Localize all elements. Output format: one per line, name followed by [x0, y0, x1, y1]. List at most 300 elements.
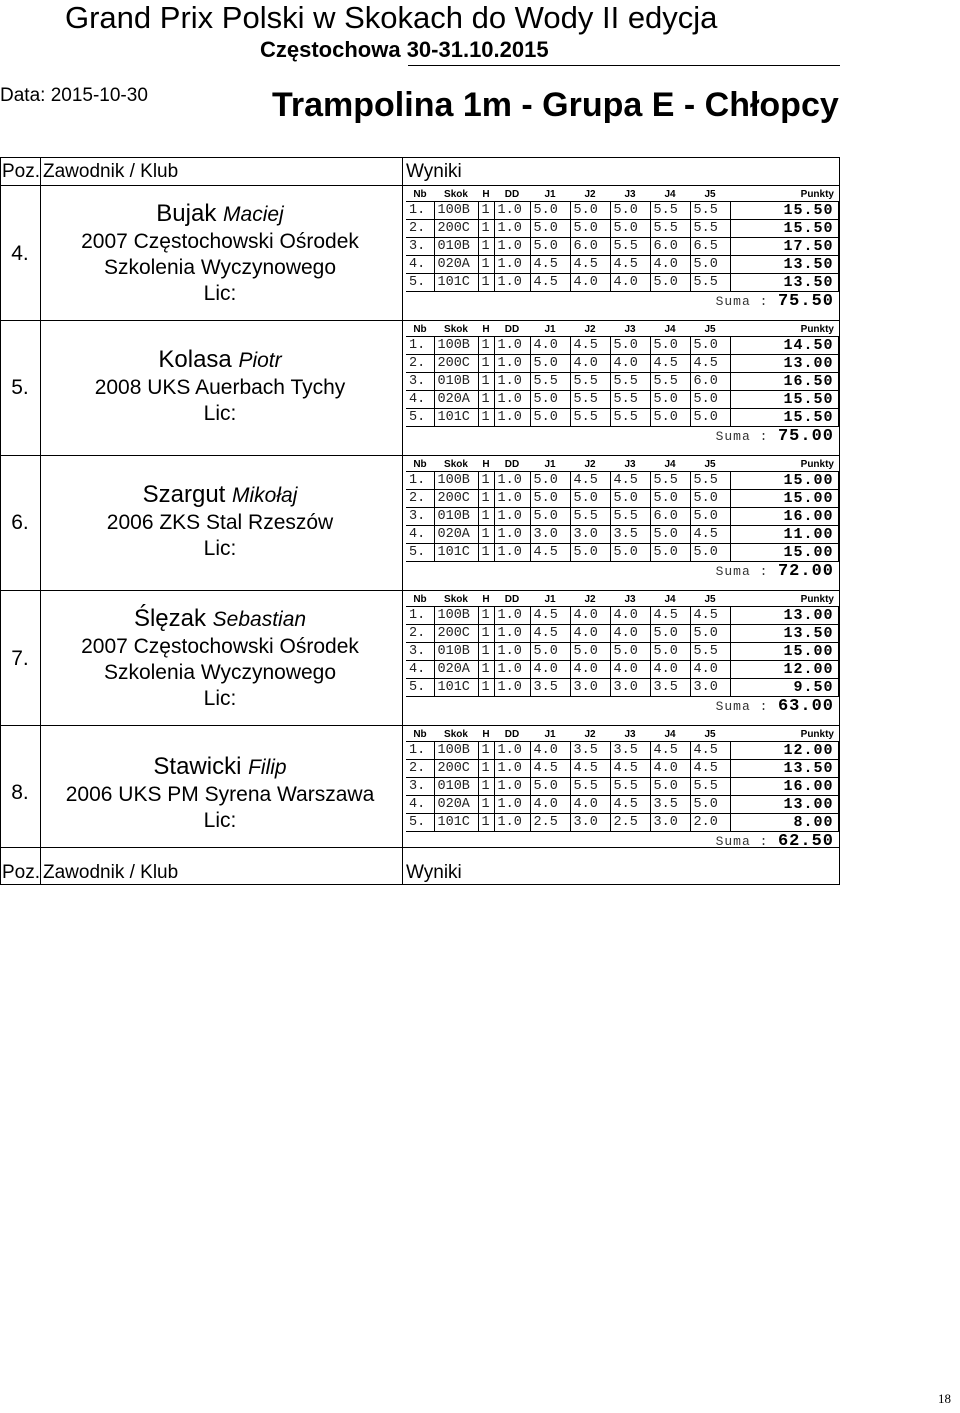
dive-cell: 2.: [406, 220, 434, 238]
dive-cell: 1: [478, 679, 494, 697]
dive-cell: 1: [478, 778, 494, 796]
dive-cell: 4.5: [690, 742, 730, 760]
dive-cell: 4.0: [570, 355, 610, 373]
athlete-club: 2006 UKS PM Syrena Warszawa: [65, 783, 375, 806]
total-score: 75.00: [777, 427, 834, 446]
athlete-club: Szkolenia Wyczynowego: [103, 661, 337, 684]
dive-results: [406, 322, 838, 446]
dive-cell: 5.0: [530, 202, 570, 220]
dive-cell: 1.0: [494, 643, 530, 661]
dive-row: [406, 409, 838, 427]
dive-cell: 2.5: [530, 814, 570, 832]
dive-table: [406, 727, 839, 832]
dive-cell: 5.0: [650, 391, 690, 409]
dive-cell: 4.0: [570, 607, 610, 625]
dive-row: [406, 526, 838, 544]
total-label: Suma :: [715, 699, 769, 714]
dive-cell: 4.5: [530, 607, 570, 625]
total-score: 62.50: [777, 832, 834, 851]
dive-cell: 4.0: [610, 661, 650, 679]
dive-row: [406, 679, 838, 697]
dive-points: 15.00: [730, 544, 838, 562]
athlete-first-name: Piotr: [238, 349, 282, 372]
footer-athlete: Zawodnik / Klub: [43, 862, 179, 883]
dive-points: 16.00: [730, 778, 838, 796]
dive-column-header: DD: [494, 727, 530, 742]
dive-column-header: J4: [650, 322, 690, 337]
dive-column-header: DD: [494, 187, 530, 202]
dive-cell: 5.5: [650, 202, 690, 220]
dive-row: [406, 643, 838, 661]
header-athlete: Zawodnik / Klub: [43, 161, 179, 182]
dive-cell: 1.0: [494, 337, 530, 355]
dive-cell: 3.: [406, 373, 434, 391]
dive-cell: 4.0: [690, 661, 730, 679]
dive-results: [406, 592, 838, 716]
dive-cell: 1: [478, 508, 494, 526]
license-label: Lic:: [203, 402, 237, 425]
dive-cell: 4.5: [650, 607, 690, 625]
dive-cell: 1: [478, 220, 494, 238]
dive-column-header: Punkty: [730, 457, 838, 472]
dive-cell: 4.5: [530, 544, 570, 562]
dive-cell: 5.0: [530, 778, 570, 796]
dive-column-header: J5: [690, 322, 730, 337]
dive-points: 15.00: [730, 490, 838, 508]
dive-column-header: J2: [570, 187, 610, 202]
dive-column-header: Skok: [434, 187, 478, 202]
dive-cell: 1.0: [494, 796, 530, 814]
dive-cell: 020A: [434, 256, 478, 274]
dive-cell: 200C: [434, 490, 478, 508]
dive-cell: 5.0: [690, 256, 730, 274]
dive-cell: 1: [478, 544, 494, 562]
dive-cell: 3.: [406, 643, 434, 661]
license-label: Lic:: [203, 687, 237, 710]
dive-points: 13.50: [730, 256, 838, 274]
dive-cell: 5.0: [570, 643, 610, 661]
dive-cell: 101C: [434, 274, 478, 292]
dive-cell: 4.0: [610, 274, 650, 292]
athlete-club: 2006 ZKS Stal Rzeszów: [106, 511, 334, 534]
dive-cell: 1.: [406, 607, 434, 625]
dive-cell: 200C: [434, 220, 478, 238]
dive-cell: 4.: [406, 391, 434, 409]
dive-cell: 100B: [434, 472, 478, 490]
dive-cell: 4.5: [610, 760, 650, 778]
dive-cell: 1.0: [494, 661, 530, 679]
dive-cell: 5.0: [530, 490, 570, 508]
dive-column-header: Nb: [406, 457, 434, 472]
dive-cell: 3.0: [570, 526, 610, 544]
dive-points: 16.50: [730, 373, 838, 391]
dive-cell: 1.0: [494, 220, 530, 238]
dive-cell: 5.0: [690, 337, 730, 355]
dive-cell: 4.0: [610, 625, 650, 643]
dive-column-header: J4: [650, 727, 690, 742]
total-score: 72.00: [777, 562, 834, 581]
dive-cell: 3.0: [570, 679, 610, 697]
dive-column-header: DD: [494, 457, 530, 472]
dive-row: [406, 202, 838, 220]
dive-row: [406, 796, 838, 814]
dive-cell: 5.5: [570, 373, 610, 391]
dive-cell: 4.5: [610, 256, 650, 274]
athlete-last-name: Stawicki: [153, 753, 242, 780]
athlete-first-name: Filip: [248, 756, 287, 779]
dive-cell: 5.0: [530, 220, 570, 238]
dive-cell: 1: [478, 814, 494, 832]
dive-cell: 5.5: [610, 391, 650, 409]
dive-cell: 5.0: [650, 643, 690, 661]
dive-table: [406, 187, 839, 292]
dive-cell: 4.0: [650, 760, 690, 778]
dive-row: [406, 625, 838, 643]
total-row: [406, 427, 838, 446]
dive-points: 8.00: [730, 814, 838, 832]
dive-cell: 1: [478, 742, 494, 760]
dive-cell: 010B: [434, 238, 478, 256]
dive-points: 9.50: [730, 679, 838, 697]
dive-cell: 5.5: [650, 220, 690, 238]
dive-cell: 100B: [434, 202, 478, 220]
dive-results: [406, 457, 838, 581]
dive-cell: 4.0: [610, 355, 650, 373]
dive-cell: 5.: [406, 814, 434, 832]
dive-cell: 1.: [406, 472, 434, 490]
dive-cell: 3.0: [530, 526, 570, 544]
athlete-card: [40, 753, 400, 834]
dive-points: 17.50: [730, 238, 838, 256]
header-rule: [408, 65, 840, 66]
dive-cell: 1: [478, 472, 494, 490]
dive-points: 13.50: [730, 274, 838, 292]
dive-points: 13.50: [730, 760, 838, 778]
dive-cell: 100B: [434, 742, 478, 760]
dive-cell: 200C: [434, 760, 478, 778]
dive-column-header: J1: [530, 727, 570, 742]
dive-cell: 5.5: [570, 778, 610, 796]
dive-cell: 5.5: [690, 220, 730, 238]
dive-points: 13.00: [730, 796, 838, 814]
dive-cell: 020A: [434, 661, 478, 679]
dive-cell: 5.5: [610, 778, 650, 796]
dive-cell: 1.: [406, 202, 434, 220]
dive-column-header: J3: [610, 322, 650, 337]
dive-cell: 6.0: [570, 238, 610, 256]
dive-column-header: J1: [530, 457, 570, 472]
dive-cell: 4.0: [570, 625, 610, 643]
dive-cell: 2.: [406, 625, 434, 643]
dive-cell: 1: [478, 643, 494, 661]
dive-cell: 5.5: [690, 778, 730, 796]
dive-points: 11.00: [730, 526, 838, 544]
dive-points: 15.50: [730, 409, 838, 427]
total-row: [406, 562, 838, 581]
dive-table: [406, 457, 839, 562]
athlete-card: [40, 481, 400, 562]
dive-column-header: J5: [690, 457, 730, 472]
dive-cell: 4.5: [650, 355, 690, 373]
dive-cell: 5.5: [570, 391, 610, 409]
dive-row: [406, 508, 838, 526]
dive-cell: 3.0: [690, 679, 730, 697]
athlete-position: 5.: [11, 376, 29, 399]
dive-cell: 2.: [406, 355, 434, 373]
dive-cell: 5.0: [650, 625, 690, 643]
dive-column-header: J4: [650, 457, 690, 472]
dive-cell: 6.0: [650, 508, 690, 526]
athlete-last-name: Ślęzak: [133, 605, 206, 632]
dive-points: 12.00: [730, 742, 838, 760]
dive-column-header: Punkty: [730, 187, 838, 202]
dive-column-header: H: [478, 727, 494, 742]
license-label: Lic:: [203, 809, 237, 832]
dive-column-header: DD: [494, 322, 530, 337]
athlete-card: [40, 605, 400, 712]
dive-cell: 100B: [434, 607, 478, 625]
dive-cell: 5.0: [690, 544, 730, 562]
dive-points: 13.00: [730, 355, 838, 373]
athlete-name: [40, 481, 400, 510]
dive-cell: 1: [478, 373, 494, 391]
dive-points: 14.50: [730, 337, 838, 355]
dive-column-header: H: [478, 322, 494, 337]
dive-column-header: J3: [610, 727, 650, 742]
total-label: Suma :: [715, 564, 769, 579]
dive-cell: 1.0: [494, 814, 530, 832]
athlete-club: 2008 UKS Auerbach Tychy: [94, 376, 346, 399]
dive-cell: 1.0: [494, 202, 530, 220]
dive-cell: 4.0: [530, 337, 570, 355]
date-line: Data: 2015-10-30: [0, 85, 148, 106]
dive-cell: 1: [478, 760, 494, 778]
dive-cell: 5.5: [570, 508, 610, 526]
dive-cell: 4.5: [690, 607, 730, 625]
dive-cell: 6.0: [650, 238, 690, 256]
dive-cell: 5.0: [650, 490, 690, 508]
dive-cell: 4.5: [690, 355, 730, 373]
dive-row: [406, 814, 838, 832]
dive-column-header: Skok: [434, 322, 478, 337]
dive-cell: 5.0: [610, 643, 650, 661]
grid-line: [0, 725, 839, 726]
dive-column-header: Nb: [406, 187, 434, 202]
dive-cell: 6.0: [690, 373, 730, 391]
dive-row: [406, 607, 838, 625]
dive-cell: 3.: [406, 778, 434, 796]
dive-cell: 5.0: [690, 508, 730, 526]
dive-row: [406, 544, 838, 562]
dive-table: [406, 322, 839, 427]
dive-cell: 5.: [406, 409, 434, 427]
dive-column-header: J2: [570, 592, 610, 607]
dive-cell: 5.0: [650, 409, 690, 427]
athlete-card: [40, 200, 400, 307]
dive-column-header: J3: [610, 592, 650, 607]
dive-cell: 4.0: [530, 796, 570, 814]
total-score: 75.50: [777, 292, 834, 311]
dive-cell: 1: [478, 391, 494, 409]
total-row: [406, 697, 838, 716]
dive-cell: 1.: [406, 337, 434, 355]
dive-cell: 2.: [406, 490, 434, 508]
dive-column-header: J2: [570, 457, 610, 472]
athlete-position: 6.: [11, 511, 29, 534]
dive-cell: 1.0: [494, 625, 530, 643]
dive-results: [406, 187, 838, 311]
dive-column-header: Skok: [434, 727, 478, 742]
dive-column-header: Nb: [406, 322, 434, 337]
dive-column-header: Punkty: [730, 592, 838, 607]
dive-column-header: Nb: [406, 727, 434, 742]
event-title: Trampolina 1m - Grupa E - Chłopcy: [272, 86, 839, 124]
dive-cell: 4.0: [610, 607, 650, 625]
dive-cell: 1.0: [494, 472, 530, 490]
dive-cell: 4.0: [530, 661, 570, 679]
dive-cell: 2.0: [690, 814, 730, 832]
dive-column-header: J1: [530, 187, 570, 202]
athlete-last-name: Kolasa: [158, 346, 232, 373]
dive-column-header: J1: [530, 592, 570, 607]
dive-column-header: J3: [610, 457, 650, 472]
athlete-position: 7.: [11, 647, 29, 670]
dive-column-header: DD: [494, 592, 530, 607]
dive-cell: 1.0: [494, 256, 530, 274]
dive-cell: 1: [478, 607, 494, 625]
dive-cell: 1.0: [494, 409, 530, 427]
dive-row: [406, 373, 838, 391]
dive-cell: 020A: [434, 526, 478, 544]
dive-cell: 1: [478, 355, 494, 373]
dive-cell: 4.5: [530, 274, 570, 292]
dive-cell: 4.5: [610, 472, 650, 490]
footer-results: Wyniki: [406, 862, 462, 883]
dive-row: [406, 391, 838, 409]
dive-cell: 3.5: [570, 742, 610, 760]
dive-points: 15.50: [730, 220, 838, 238]
athlete-name: [40, 605, 400, 634]
dive-cell: 5.0: [570, 220, 610, 238]
dive-cell: 5.0: [690, 409, 730, 427]
dive-cell: 5.5: [610, 508, 650, 526]
dive-row: [406, 778, 838, 796]
dive-cell: 5.5: [530, 373, 570, 391]
dive-cell: 1: [478, 202, 494, 220]
athlete-first-name: Mikołaj: [232, 484, 298, 507]
license-label: Lic:: [203, 537, 237, 560]
dive-cell: 3.0: [610, 679, 650, 697]
dive-cell: 010B: [434, 508, 478, 526]
grid-line: [0, 455, 839, 456]
grid-line: [0, 590, 839, 591]
dive-cell: 4.5: [570, 760, 610, 778]
dive-row: [406, 256, 838, 274]
dive-cell: 1: [478, 526, 494, 544]
athlete-name: [40, 753, 400, 782]
dive-cell: 1.0: [494, 679, 530, 697]
dive-cell: 010B: [434, 643, 478, 661]
dive-cell: 5.0: [690, 625, 730, 643]
dive-cell: 5.5: [570, 409, 610, 427]
dive-row: [406, 472, 838, 490]
athlete-position: 8.: [11, 781, 29, 804]
dive-column-header: J4: [650, 592, 690, 607]
athlete-club: 2007 Częstochowski Ośrodek: [81, 635, 359, 658]
dive-cell: 4.5: [690, 760, 730, 778]
dive-cell: 3.5: [610, 526, 650, 544]
dive-cell: 1: [478, 625, 494, 643]
dive-cell: 101C: [434, 544, 478, 562]
dive-cell: 5.0: [690, 796, 730, 814]
athlete-club: Szkolenia Wyczynowego: [103, 256, 337, 279]
dive-column-header: H: [478, 187, 494, 202]
dive-points: 15.00: [730, 472, 838, 490]
athlete-last-name: Szargut: [142, 481, 226, 508]
dive-cell: 5.0: [650, 274, 690, 292]
dive-points: 15.50: [730, 202, 838, 220]
dive-cell: 4.0: [570, 274, 610, 292]
dive-cell: 4.0: [570, 796, 610, 814]
dive-cell: 1: [478, 661, 494, 679]
dive-points: 16.00: [730, 508, 838, 526]
dive-cell: 5.0: [570, 202, 610, 220]
dive-cell: 5.0: [530, 355, 570, 373]
dive-row: [406, 742, 838, 760]
dive-cell: 2.: [406, 760, 434, 778]
dive-column-header: Nb: [406, 592, 434, 607]
dive-cell: 1.0: [494, 274, 530, 292]
dive-cell: 4.5: [610, 796, 650, 814]
dive-cell: 1.: [406, 742, 434, 760]
license-label: Lic:: [203, 282, 237, 305]
dive-column-header: J2: [570, 727, 610, 742]
dive-column-header: J2: [570, 322, 610, 337]
competition-title: Grand Prix Polski w Skokach do Wody II edycja: [65, 0, 718, 35]
total-row: [406, 832, 838, 851]
dive-row: [406, 238, 838, 256]
dive-cell: 2.5: [610, 814, 650, 832]
dive-column-header: J1: [530, 322, 570, 337]
total-label: Suma :: [715, 294, 769, 309]
page-number: 18: [938, 1391, 951, 1406]
dive-cell: 5.5: [610, 409, 650, 427]
dive-cell: 3.5: [610, 742, 650, 760]
dive-cell: 5.0: [690, 391, 730, 409]
dive-cell: 5.0: [610, 202, 650, 220]
dive-cell: 4.0: [650, 661, 690, 679]
dive-cell: 1: [478, 274, 494, 292]
dive-cell: 3.: [406, 238, 434, 256]
dive-column-header: Punkty: [730, 727, 838, 742]
dive-points: 15.50: [730, 391, 838, 409]
dive-cell: 1.0: [494, 778, 530, 796]
dive-column-header: J3: [610, 187, 650, 202]
dive-cell: 5.5: [690, 202, 730, 220]
dive-cell: 5.5: [650, 472, 690, 490]
dive-cell: 200C: [434, 625, 478, 643]
dive-cell: 1.0: [494, 355, 530, 373]
athlete-club: 2007 Częstochowski Ośrodek: [81, 230, 359, 253]
dive-cell: 5.5: [650, 373, 690, 391]
header-results: Wyniki: [406, 161, 462, 182]
dive-points: 13.00: [730, 607, 838, 625]
dive-cell: 5.5: [610, 373, 650, 391]
dive-cell: 5.0: [650, 778, 690, 796]
dive-cell: 1.0: [494, 373, 530, 391]
dive-results: [406, 727, 838, 851]
dive-cell: 5.0: [570, 490, 610, 508]
